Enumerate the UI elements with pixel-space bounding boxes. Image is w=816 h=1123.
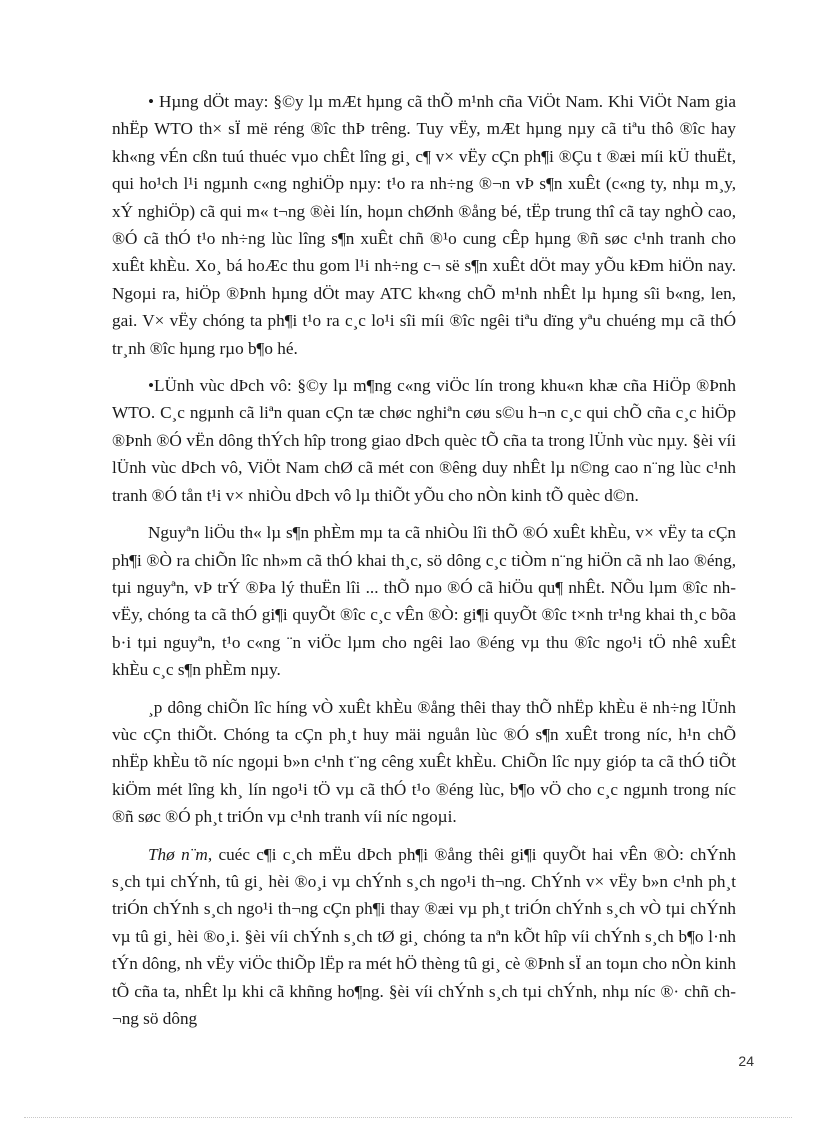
paragraph-services: •LÜnh vùc dÞch vô: §©y lµ m¶ng c«ng viÖc lín trong khu«n khæ cña HiÖp ®Þnh WTO. C¸c ngµnh cã liªn quan cÇn tæ chøc nghiªn cøu s©u h¬n c¸c qui chÕ cña c¸c hiÖp ®Þnh ®Ó vËn dông thÝch hîp trong giao dÞch quèc tÕ cña ta trong lÜnh vùc nµy. §èi víi lÜnh vùc dÞch vô, ViÖt Nam chØ cã mét con ®êng duy nhÊt lµ n©ng cao n¨ng lùc c¹nh tranh ®Ó tån t¹i v× nhiÒu dÞch vô lµ thiÕt yÕu cho nÒn kinh tÕ quèc d©n. [112,376,736,505]
paragraph-fifth-body: , cuéc c¶i c¸ch mËu dÞch ph¶i ®ång thêi gi¶i quyÕt hai vÊn ®Ò: chÝnh s¸ch tµi chÝnh, tû gi¸ hèi ®o¸i vµ chÝnh s¸ch ngo¹i th¬ng. ChÝnh v× vËy b»n c¹nh ph¸t triÓn chÝnh s¸ch ngo¹i th¬ng cÇn ph¶i thay ®æi vµ ph¸t triÓn chÝnh s¸ch vÒ tµi chÝnh vµ tû gi¸ hèi ®o¸i. §èi víi chÝnh s¸ch tØ gi¸ chóng ta nªn kÕt hîp víi chÝnh s¸ch b¶o l·nh tÝn dông, nh vËy viÖc thiÕp lËp ra mét hÖ thèng tû gi¸ cè ®Þnh sÏ an toµn cho nÒn kinh tÕ cña ta, nhÊt lµ khi cã khñng ho¶ng. §èi víi chÝnh s¸ch tµi chÝnh, nhµ níc ®· chñ ch¬ng sö dông [112,844,736,1028]
body-text [112,88,736,1042]
paragraph-fifth-point [112,841,736,1033]
paragraph-raw-materials: Nguyªn liÖu th« lµ s¶n phÈm mµ ta cã nhiÒu lîi thÕ ®Ó xuÊt khÈu, v× vËy ta cÇn ph¶i ®Ò ra chiÕn lîc nh»m cã thÓ khai th¸c, sö dông c¸c tiÒm n¨ng hiÖn cã nh lao ®éng, tµi nguyªn, vÞ trÝ ®Þa lý thuËn lîi ... thÕ nµo ®Ó cã hiÖu qu¶ nhÊt. NÕu lµm ®îc nh vËy, chóng ta cã thÓ gi¶i quyÕt ®îc c¸c vÊn ®Ò: gi¶i quyÕt ®îc t×nh tr¹ng khai th¸c bõa b·i tµi nguyªn, t¹o c«ng ¨n viÖc lµm cho ngêi lao ®éng vµ thu ®îc ngo¹i tÖ nhê xuÊt khÈu c¸c s¶n phÈm nµy. [112,523,736,680]
paragraph-export-strategy: ¸p dông chiÕn lîc híng vÒ xuÊt khÈu ®ång thêi thay thÕ nhËp khÈu ë nh÷ng lÜnh vùc cÇn thiÕt. Chóng ta cÇn ph¸t huy mäi nguån lùc ®Ó s¶n xuÊt trong níc, h¹n chÕ nhËp khÈu tõ níc ngoµi b»n c¹nh t¨ng cêng xuÊt khÈu. ChiÕn lîc nµy gióp ta cã thÓ tiÕt kiÖm mét lîng kh¸ lín ngo¹i tÖ vµ cã thÓ t¹o ®éng lùc, b¶o vÖ cho c¸c ngµnh trong níc ®ñ søc ®Ó ph¸t triÓn vµ c¹nh tranh víi níc ngoµi. [112,697,736,827]
paragraph-lead-italic: Thø n¨m [148,844,208,864]
page-bottom-divider [24,1117,792,1118]
page-number: 24 [738,1053,754,1069]
paragraph-textile: • Hµng dÖt may: §©y lµ mÆt hµng cã thÕ m¹nh cña ViÖt Nam. Khi ViÖt Nam gia nhËp WTO th× sÏ më réng ®îc thÞ trêng. Tuy vËy, mÆt hµng nµy cã tiªu thô ®îc hay kh«ng vÉn cßn tuú thuéc vµo chÊt lîng gi¸ c¶ v× vËy cÇn ph¶i ®Çu t ®æi míi kÜ thuËt, qui ho¹ch l¹i ngµnh c«ng nghiÖp nµy: t¹o ra nh÷ng ®¬n vÞ s¶n xuÊt (c«ng ty, nhµ m¸y, xÝ nghiÖp) cã qui m« t¬ng ®èi lín, hoµn chØnh ®ång bé, tËp trung thî cã tay nghÒ cao, ®Ó cã thÓ t¹o nh÷ng lùc lîng s¶n xuÊt chñ ®¹o cung cÊp hµng ®ñ søc c¹nh tranh cho xuÊt khÈu. Xo¸ bá hoÆc thu gom l¹i nh÷ng c¬ së s¶n xuÊt dÖt may yÕu kÐm hiÖn nay. Ngoµi ra, hiÖp ®Þnh hµng dÖt may ATC kh«ng chÕ m¹nh nhÊt lµ hµng sîi b«ng, len, gai. V× vËy chóng ta ph¶i t¹o ra c¸c lo¹i sîi míi ®îc ngêi tiªu dïng yªu chuéng mµ cã thÓ tr¸nh ®îc hµng rµo b¶o hé. [112,92,736,358]
